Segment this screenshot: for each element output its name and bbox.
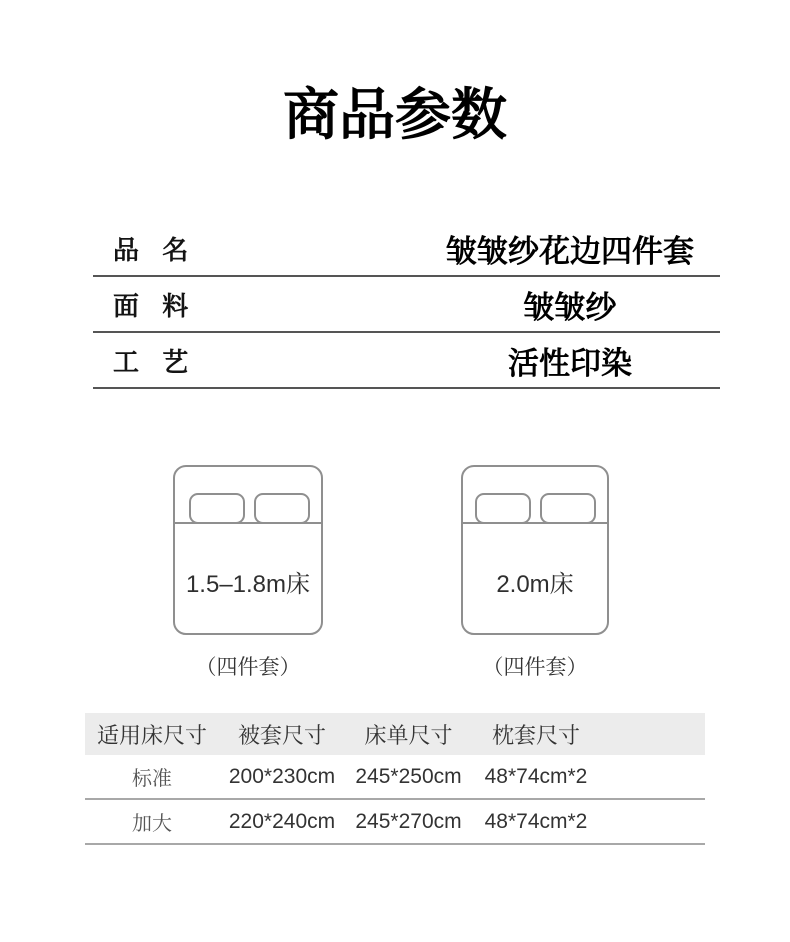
spec-value: 皱皱纱花边四件套 <box>446 233 694 269</box>
size-table <box>85 713 705 845</box>
bed-headboard-divider <box>175 522 321 524</box>
cell-duvet-cover: 200*230cm <box>228 764 336 788</box>
cell-sheet: 245*250cm <box>355 764 462 788</box>
cell-sheet: 245*270cm <box>355 809 462 833</box>
bed-diagram-2_0m <box>461 465 609 635</box>
spec-table <box>93 221 720 389</box>
cell-bed-type: 加大 <box>132 813 172 835</box>
bed-caption: （四件套） <box>482 656 588 679</box>
table-row-standard <box>85 755 705 800</box>
table-row-oversize <box>85 800 705 845</box>
page-title: 商品参数 <box>283 85 507 147</box>
cell-bed-type: 标准 <box>132 768 172 790</box>
bed-headboard-divider <box>463 522 607 524</box>
bed-caption: （四件套） <box>195 656 301 679</box>
bed-diagram-1_5-1_8m <box>173 465 323 635</box>
spec-label: 品 名 <box>113 234 190 265</box>
bed-size-label: 2.0m床 <box>496 571 574 598</box>
cell-pillowcase: 48*74cm*2 <box>484 764 588 788</box>
pillow-icon <box>254 493 310 524</box>
size-table-header <box>85 713 705 755</box>
spec-value: 皱皱纱 <box>523 289 617 325</box>
pillow-icon <box>540 493 596 524</box>
pillow-icon <box>189 493 245 524</box>
spec-row-fabric <box>93 277 720 333</box>
header-pillowcase-size: 枕套尺寸 <box>491 722 580 748</box>
spec-value: 活性印染 <box>508 345 632 381</box>
header-bed-size: 适用床尺寸 <box>96 722 207 748</box>
header-sheet-size: 床单尺寸 <box>364 722 453 748</box>
spec-row-product-name <box>93 221 720 277</box>
header-duvet-cover-size: 被套尺寸 <box>237 722 326 748</box>
spec-label: 面 料 <box>113 290 190 321</box>
spec-row-craft <box>93 333 720 389</box>
pillow-icon <box>475 493 531 524</box>
cell-pillowcase: 48*74cm*2 <box>484 809 588 833</box>
bed-size-label: 1.5–1.8m床 <box>185 571 311 598</box>
cell-duvet-cover: 220*240cm <box>228 809 336 833</box>
spec-label: 工 艺 <box>113 346 190 377</box>
